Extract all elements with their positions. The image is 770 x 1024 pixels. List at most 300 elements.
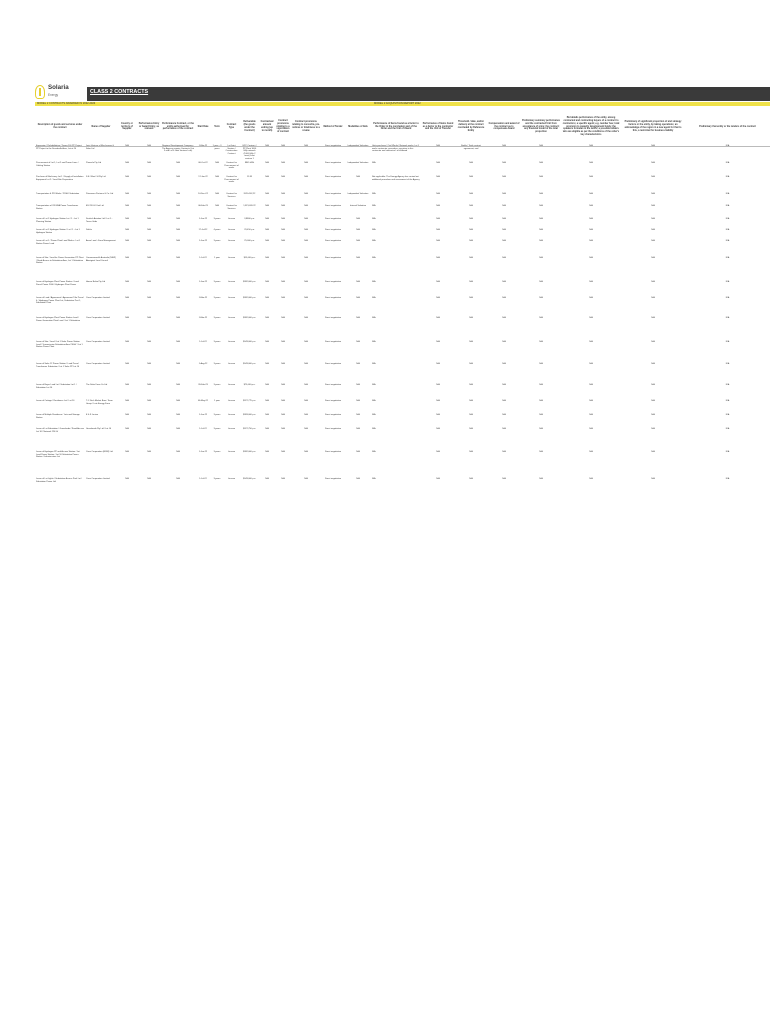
table-cell: Arran Land - Farm Management: [86, 240, 116, 242]
table-cell: N/A: [176, 414, 180, 416]
table-cell: N/A: [725, 257, 730, 259]
table-cell: N/A: [147, 229, 151, 231]
table-cell: N/A: [651, 281, 655, 283]
table-cell: N/A: [502, 240, 506, 242]
table-cell: 11.85: [246, 176, 253, 178]
table-row: [35, 281, 770, 297]
table-cell: N/A: [589, 428, 593, 430]
table-cell: N/A: [215, 205, 219, 207]
column-header: Contract Type: [226, 124, 237, 129]
table-cell: N/A: [215, 162, 219, 164]
table-cell: Contract for Services: [226, 205, 237, 210]
table-cell: N/A: [589, 257, 593, 259]
table-cell: 17-Jul-22: [198, 229, 208, 231]
table-cell: N/A: [372, 317, 376, 319]
table-cell: Lease of Lot Lights / Substation Access Park Lot / Substation Power Ltd: [36, 478, 82, 483]
table-cell: N/A: [372, 341, 376, 343]
table-cell: N/A: [372, 384, 376, 386]
table-cell: N/A: [469, 176, 473, 178]
table-cell: N/A: [147, 428, 151, 430]
table-cell: N/A: [651, 478, 655, 480]
table-cell: Lease of Lot 1 / Power Plant Land Works - Lot 1 Station Power Land: [36, 240, 81, 245]
table-cell: N/A: [356, 317, 360, 319]
table-row: [35, 297, 770, 317]
table-cell: Lease of Lot 1 Hydrogen Station / Lot / 1 - Lot 1 Hydrogen Station: [36, 229, 80, 234]
table-cell: N/A: [372, 451, 376, 453]
table-cell: N/A: [539, 297, 543, 299]
table-cell: N/A: [147, 193, 151, 195]
table-cell: N/A: [372, 257, 376, 259]
table-cell: N/A: [589, 297, 593, 299]
table-cell: $327,750 p.a.: [243, 428, 256, 430]
table-cell: N/A: [125, 414, 129, 416]
table-cell: N/A: [125, 478, 129, 480]
table-cell: 1 year - 3 years: [212, 145, 222, 150]
table-cell: N/A: [502, 297, 506, 299]
table-cell: N/A: [589, 317, 593, 319]
table-cell: N/A: [147, 478, 151, 480]
table-cell: N/A: [125, 341, 129, 343]
table-cell: Lot Joint Venture / Construction Contract: [225, 145, 238, 155]
table-cell: N/A: [725, 218, 730, 220]
table-cell: License: [227, 297, 236, 299]
table-cell: Primavera Partners & Co. Ltd: [86, 193, 114, 195]
table-row: [35, 240, 770, 257]
table-cell: N/A: [125, 145, 129, 147]
table-cell: $327,775 p.a.: [243, 400, 256, 402]
table-cell: N/A: [539, 451, 543, 453]
table-cell: 3 years: [213, 451, 221, 453]
table-cell: 3 years: [213, 218, 221, 220]
table-cell: N/A: [356, 478, 360, 480]
table-cell: N/A: [147, 341, 151, 343]
table-cell: N/A: [304, 478, 308, 480]
table-cell: N/A: [502, 341, 506, 343]
table-cell: N/A: [304, 297, 308, 299]
table-cell: N/A: [147, 257, 151, 259]
table-cell: N/A: [176, 297, 180, 299]
table-cell: License: [227, 478, 236, 480]
table-cell: Lease of Lot 1 Hydrogen Station Lot / 1 - Lot 1 Planning Station: [36, 218, 79, 223]
table-cell: N/A: [589, 451, 593, 453]
column-header: Deliverable (the goods under the Contract): [243, 121, 256, 132]
table-cell: N/A: [651, 193, 655, 195]
table-cell: Stable / Total contract agreement, end: [461, 145, 481, 150]
table-cell: N/A: [125, 363, 129, 365]
table-cell: N/A: [372, 414, 376, 416]
table-cell: 1,821,620.22: [243, 205, 256, 207]
table-cell: N/A: [436, 229, 440, 231]
table-row: [35, 145, 770, 162]
table-cell: N/A: [589, 240, 593, 242]
table-cell: 3 years: [213, 341, 221, 343]
table-cell: N/A: [281, 205, 285, 207]
table-cell: N/A: [502, 400, 506, 402]
table-cell: N/A: [469, 363, 473, 365]
table-cell: N/A: [539, 162, 543, 164]
table-cell: N/A: [176, 281, 180, 283]
column-header: Performance Contract, or the entity authorised for performance of the contract: [162, 122, 194, 131]
table-cell: 3 years: [213, 317, 221, 319]
table-cell: License: [227, 240, 236, 242]
table-cell: N/A: [356, 281, 360, 283]
table-cell: N/A: [372, 193, 376, 195]
table-cell: Lease of Hydrogen Plant Power Station / Land Parcel Power 2000 / Hydrogen Plant Power: [36, 281, 79, 286]
table-cell: N/A: [372, 205, 376, 207]
column-header: Threshold / date, and/or delivery at the contract concluded by Reference Entity: [457, 121, 485, 132]
table-row: [35, 205, 770, 218]
table-cell: 06-Feb-23: [198, 205, 208, 207]
table-cell: N/A: [651, 176, 655, 178]
table-cell: N/A: [725, 145, 730, 147]
table-cell: 2020-162,22: [243, 193, 256, 195]
table-cell: Lease of Site / Land / Lot 1 Solar Power Station Land / Transmission Substation Area 230kV / Lot 1 Station Power Plant: [36, 341, 83, 349]
column-header: Performance of Items found as a factor to the Order in the concluded, part of the Order and the Unit of Award: [373, 122, 419, 131]
table-cell: N/A: [176, 363, 180, 365]
table-cell: 1-Jun-22: [198, 451, 208, 453]
table-cell: N/A: [125, 240, 129, 242]
table-cell: N/A: [539, 257, 543, 259]
sun-icon: [35, 85, 45, 99]
table-cell: N/A: [539, 317, 543, 319]
table-cell: 3 years: [213, 297, 221, 299]
table-row: [35, 400, 770, 414]
table-cell: N/A: [265, 205, 269, 207]
table-cell: N/A: [469, 384, 473, 386]
table-cell: N/A: [589, 341, 593, 343]
table-cell: N/A: [176, 205, 180, 207]
table-cell: N/A: [304, 176, 308, 178]
column-header: Performance Entry or Award Entry, as relevant: [138, 122, 160, 131]
table-cell: N/A: [651, 384, 655, 386]
table-cell: N/A: [469, 162, 473, 164]
table-cell: Direct negotiation: [324, 478, 342, 480]
table-cell: N/A: [356, 240, 360, 242]
table-cell: N/A: [176, 400, 180, 402]
table-cell: Direct negotiation: [324, 451, 342, 453]
table-cell: Independent Valuation: [347, 193, 369, 195]
table-cell: N/A: [356, 341, 360, 343]
table-cell: N/A: [469, 297, 473, 299]
table-cell: N/A: [147, 414, 151, 416]
table-cell: N/A: [356, 414, 360, 416]
table-cell: Purchase of Machinery Lot 1 / Supply of Installation Equipment Lot 2 / Land Site Preparation: [36, 176, 84, 181]
column-header: Bid details performance of the entity, among contracted and contracting buyers of a contract to contractors; a specific agent; e.g. number has; total provision to capacity development funds; the speakers formulas in the tariffs; a possible bidders who are eligible as per the conditions of the order's key characteristics: [562, 117, 620, 136]
table-cell: License: [227, 317, 236, 319]
table-cell: Dahlia: [86, 229, 92, 231]
table-cell: N/A: [125, 205, 129, 207]
table-cell: N/A: [725, 162, 730, 164]
table-row: [35, 451, 770, 478]
table-cell: N/A: [436, 218, 440, 220]
table-cell: N/A: [356, 428, 360, 430]
table-cell: N/A: [372, 400, 376, 402]
column-header: Start Date: [197, 125, 209, 128]
table-cell: N/A: [125, 451, 129, 453]
table-cell: N/A: [281, 193, 285, 195]
table-row: [35, 176, 770, 193]
table-cell: Grasslands Pty Ltd / Lot 16: [86, 428, 112, 430]
table-row: [35, 218, 770, 229]
table-cell: N/A: [125, 193, 129, 195]
table-cell: Lease of Solar 12 Power Station / Land Parcel Transformer Substation / Lot 1 Solar PP Lot 16: [36, 363, 80, 368]
table-cell: Contract for Procurement of works: [224, 162, 239, 170]
table-cell: License: [227, 363, 236, 365]
table-cell: N/A: [502, 193, 506, 195]
table-cell: Direct negotiation: [324, 257, 342, 259]
brand-name: Solaria: [48, 84, 69, 91]
table-cell: N/A: [304, 193, 308, 195]
table-cell: Direct negotiation: [324, 384, 342, 386]
table-cell: N/A: [265, 281, 269, 283]
table-cell: N/A: [281, 341, 285, 343]
table-cell: $382,000 p.a.: [243, 317, 256, 319]
table-cell: $382,000 p.a.: [243, 297, 256, 299]
table-cell: $383,000 p.a.: [243, 414, 256, 416]
table-row: [35, 162, 770, 176]
table-cell: N/A: [372, 162, 376, 164]
table-cell: N/A: [651, 297, 655, 299]
table-cell: N/A: [725, 229, 730, 231]
table-cell: 1-Mar-22: [198, 297, 208, 299]
table-cell: N/A: [304, 341, 308, 343]
table-cell: N/A: [469, 257, 473, 259]
table-cell: N/A: [469, 193, 473, 195]
table-cell: N/A: [651, 428, 655, 430]
table-cell: Lease of Buyer Land Lot / Substation Lot 1 / Substation Lot 16: [36, 384, 77, 389]
table-cell: N/A: [502, 428, 506, 430]
table-cell: N/A: [265, 317, 269, 319]
table-cell: Direct negotiation: [324, 400, 342, 402]
table-cell: Expansion / Rehabilitation / Demo-100 PP Project PP Project to the Scarabelle Area, Lot at 20: [36, 145, 82, 150]
table-cell: N/A: [651, 162, 655, 164]
table-cell: N/A: [125, 281, 129, 283]
table-cell: N/A: [356, 229, 360, 231]
table-cell: N/A: [304, 428, 308, 430]
table-cell: 1-Jul-22: [199, 478, 207, 480]
table-cell: N/A: [215, 193, 219, 195]
table-cell: N/A: [651, 218, 655, 220]
table-cell: N/A: [281, 229, 285, 231]
table-cell: Lease of Hydrogen Plant Power Station Land / Power Generation Plant Land / Lot 1 Substation: [36, 317, 81, 322]
table-cell: 1-Jun-22: [198, 218, 208, 220]
table-cell: N/A: [589, 218, 593, 220]
table-cell: N/A: [725, 384, 730, 386]
table-cell: $382,000 p.a.: [243, 281, 256, 283]
table-cell: N/A: [281, 257, 285, 259]
table-cell: 29,450 p.a.: [244, 229, 255, 231]
table-cell: N/A: [265, 341, 269, 343]
table-cell: N/A: [502, 363, 506, 365]
table-cell: N/A: [265, 240, 269, 242]
table-cell: N/A: [304, 229, 308, 231]
table-cell: N/A: [651, 205, 655, 207]
table-cell: N/A: [147, 297, 151, 299]
table-cell: N/A: [125, 428, 129, 430]
table-cell: N/A: [265, 145, 269, 147]
table-cell: N/A: [539, 400, 543, 402]
table-cell: Yarra Corporation Limited: [86, 297, 110, 299]
table-cell: N/A: [125, 218, 129, 220]
table-cell: N/A: [502, 145, 506, 147]
table-cell: $75,000 p.a.: [243, 384, 256, 386]
table-cell: Procurement of Lot 1, Lot 2 and Power Lines / Cabling Station: [36, 162, 79, 167]
table-cell: N/A: [725, 341, 730, 343]
table-cell: 3 years: [213, 428, 221, 430]
table-cell: N/A: [281, 176, 285, 178]
table-cell: N/A: [502, 162, 506, 164]
table-cell: N/A: [539, 428, 543, 430]
table-cell: ES 220 kV Unit Ltd: [86, 205, 104, 207]
table-cell: N/A: [125, 297, 129, 299]
table-cell: N/A: [651, 229, 655, 231]
table-cell: 1-Jul-22: [199, 428, 207, 430]
table-cell: 1-Jul-22: [199, 341, 207, 343]
table-cell: N/A: [725, 176, 730, 178]
table-cell: N/A: [469, 451, 473, 453]
column-header: Term: [214, 125, 220, 128]
table-cell: Lease of Lot Substation / Grasslands / Road Access Lot 16 / Network 220 kV: [36, 428, 84, 433]
table-cell: The Solar Farm Co Ltd: [86, 384, 108, 386]
table-cell: N/A: [147, 384, 151, 386]
table-cell: 26-Feb-23: [198, 384, 208, 386]
table-cell: N/A: [589, 400, 593, 402]
table-cell: Direct negotiation: [324, 281, 342, 283]
table-cell: N/A: [304, 451, 308, 453]
table-cell: N/A: [539, 384, 543, 386]
table-cell: 25,000 p.a.: [244, 240, 255, 242]
table-cell: N/A: [725, 428, 730, 430]
table-cell: N/A: [265, 478, 269, 480]
table-cell: N/A: [469, 229, 473, 231]
table-cell: N/A: [147, 145, 151, 147]
brand-sub: Energy: [48, 93, 59, 97]
table-cell: N/A: [539, 193, 543, 195]
table-cell: License: [227, 218, 236, 220]
table-cell: 1-Mar-22: [198, 145, 208, 147]
table-cell: N/A: [304, 363, 308, 365]
column-header: Country or territory of Supplier: [121, 122, 133, 131]
table-cell: License: [227, 400, 236, 402]
table-cell: N/A: [539, 218, 543, 220]
table-cell: 14-Dec-22: [198, 193, 208, 195]
table-cell: N/A: [651, 257, 655, 259]
table-cell: Direct negotiation: [324, 176, 342, 178]
table-cell: N/A: [651, 363, 655, 365]
table-cell: N/A: [176, 193, 180, 195]
table-cell: N/A: [176, 451, 180, 453]
table-cell: N/A: [215, 176, 219, 178]
table-cell: N/A: [725, 363, 730, 365]
table-cell: $15,000 p.a.: [243, 257, 256, 259]
table-cell: N/A: [125, 162, 129, 164]
table-cell: Regional Development Company - The Agency acquire Contracts (Lot 5 and Lot 6 Joint Venture Lots): [162, 145, 194, 153]
table-cell: N/A: [651, 240, 655, 242]
table-cell: N/A: [176, 176, 180, 178]
section-label-right: MODEL 2 ACQUISITION REPORT 2022: [374, 102, 421, 105]
table-cell: Lease of Site / Land for Power Generation PP Plant / Road Access to Substation Area, Lot 1 Substation Station: [36, 257, 84, 265]
table-cell: N/A: [651, 414, 655, 416]
table-cell: N/A: [147, 205, 151, 207]
table-cell: 17-Jun-22: [198, 176, 208, 178]
table-cell: 3 years: [213, 478, 221, 480]
table-cell: T.J. Fitch Market Bros / Farm Group / Lots Energy Farm: [86, 400, 113, 405]
column-header: Contractual amount ending (up to month): [260, 121, 274, 132]
table-cell: N/A: [281, 428, 285, 430]
table-cell: 1-Mar-22: [198, 317, 208, 319]
table-cell: N/A: [265, 257, 269, 259]
table-row: [35, 257, 770, 281]
table-cell: 3 years: [213, 363, 221, 365]
table-cell: N/A: [176, 341, 180, 343]
column-header: Method of Tender: [323, 125, 343, 128]
table-cell: N/A: [502, 478, 506, 480]
table-cell: N/A: [281, 145, 285, 147]
table-cell: N/A: [539, 363, 543, 365]
table-cell: N/A: [356, 176, 360, 178]
table-cell: License: [227, 229, 236, 231]
table-cell: N/A: [725, 297, 730, 299]
table-cell: Lease of Hydrogen PP and Access Station / Lot Land Power Station / Lot 16 Substation Power Station / Infrastructure Lot: [36, 451, 80, 459]
table-cell: N/A: [304, 240, 308, 242]
table-cell: N/A: [502, 257, 506, 259]
table-cell: N/A: [281, 363, 285, 365]
table-row: [35, 341, 770, 363]
table-cell: EPC Contract / PP Plant 1000 kWp network (1000 kWp 2 mast) Joint venture 1: [242, 145, 257, 160]
column-header: Preliminary of significant proportion of and strategy factors or the entity, by taking operations; an acknowledge of the region in a new agent for that to this, a restricted for business liability: [624, 121, 682, 132]
table-cell: N/A: [372, 428, 376, 430]
table-cell: N/A: [651, 145, 655, 147]
table-cell: N/A: [436, 428, 440, 430]
table-cell: N/A: [436, 281, 440, 283]
table-cell: N/A: [147, 451, 151, 453]
table-row: [35, 414, 770, 428]
table-cell: N/A: [176, 257, 180, 259]
table-cell: N/A: [265, 297, 269, 299]
table-cell: N/A: [436, 400, 440, 402]
table-cell: N/A: [304, 400, 308, 402]
column-header: Modalities of bids: [348, 125, 368, 128]
table-cell: N/A: [502, 218, 506, 220]
table-cell: N/A: [502, 317, 506, 319]
table-cell: N/A: [265, 400, 269, 402]
table-cell: N/A: [265, 218, 269, 220]
table-cell: N/A: [725, 478, 730, 480]
table-cell: N/A: [281, 400, 285, 402]
table-cell: N/A: [304, 218, 308, 220]
table-cell: Direct negotiation: [324, 414, 342, 416]
table-cell: S.E. Wind / H Pty Ltd: [86, 176, 106, 178]
table-cell: N/A: [589, 363, 593, 365]
table-cell: Yarra Corporation Limited: [86, 317, 110, 319]
table-cell: N/A: [356, 257, 360, 259]
table-cell: Yarra Corporation Limited: [86, 341, 110, 343]
table-header: [35, 108, 770, 147]
table-cell: Yarra Corporation (NSW) Ltd: [86, 451, 113, 453]
table-cell: N/A: [281, 281, 285, 283]
table-cell: N/A: [304, 281, 308, 283]
table-cell: Independent Valuation: [347, 145, 369, 147]
table-cell: N/A: [176, 478, 180, 480]
table-cell: Direct negotiation: [324, 363, 342, 365]
table-cell: N/A: [469, 428, 473, 430]
table-row: [35, 317, 770, 341]
table-cell: N/A: [176, 229, 180, 231]
table-cell: 4 years: [213, 229, 221, 231]
column-header: Compensation and award of the contract as to compensate Award: [488, 122, 520, 131]
section-label-left: MODEL 2 CONTRACTS AWARDED IN 2022-2023: [37, 102, 96, 105]
table-cell: N/A: [372, 218, 376, 220]
